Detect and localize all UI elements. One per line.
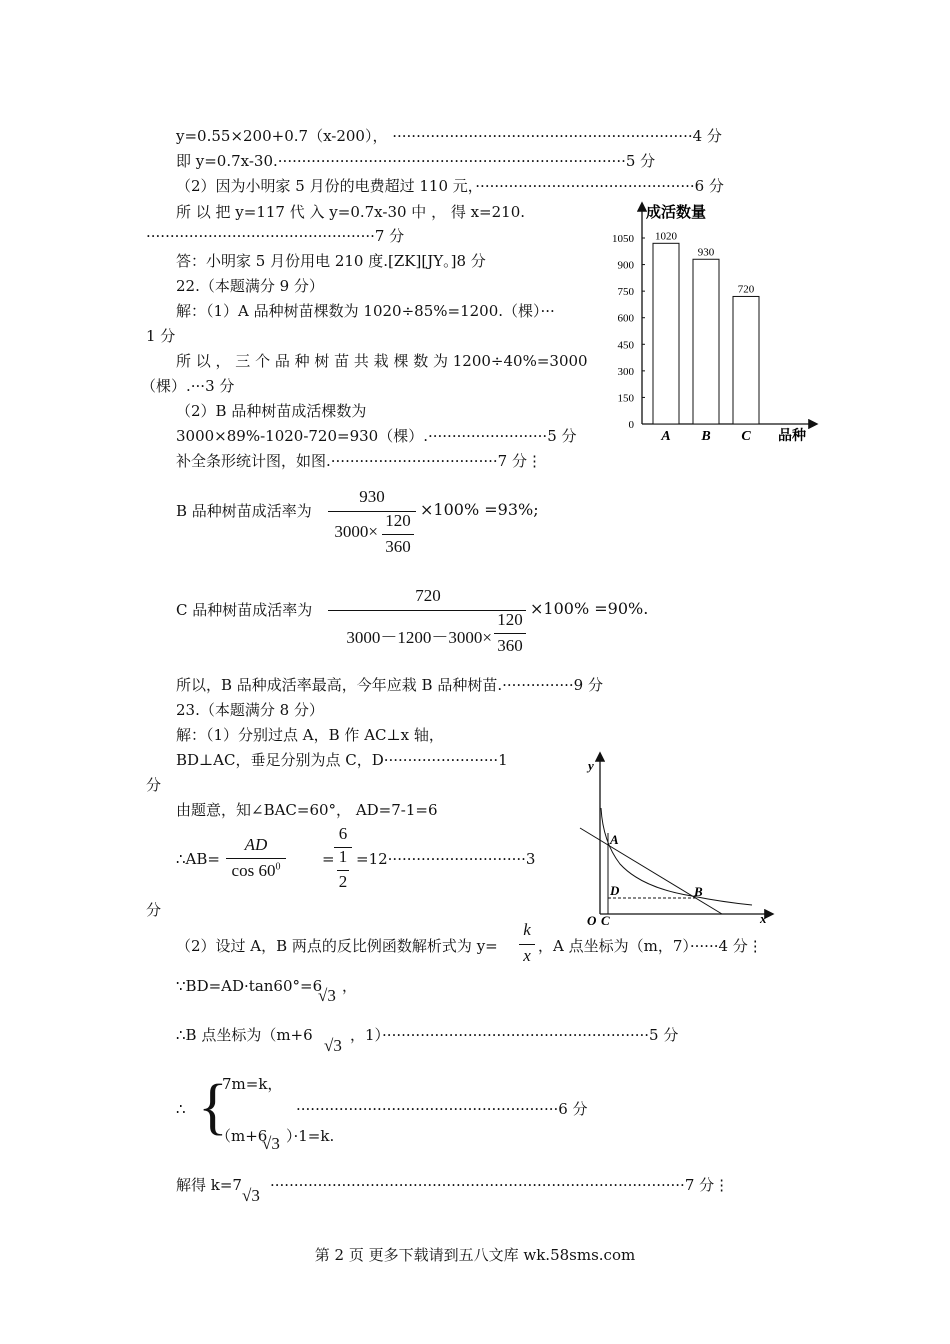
chart-title: 成活数量 (646, 205, 707, 221)
line-22: 由题意，知∠BAC=60°， AD=7-1=6 (176, 801, 438, 819)
b-rate-result: ×100% =93%; (420, 500, 539, 519)
system-eq-1: 7m=k， (222, 1075, 283, 1093)
ab-label: ∴AB= (176, 850, 220, 868)
six-numerator: 6 (338, 824, 348, 843)
y-tick-label: 600 (617, 312, 634, 325)
y-tick-label: 150 (617, 392, 634, 405)
line-26: ∵BD=AD·tan60°=6 (176, 977, 323, 995)
c-rate-denominator: 3000－1200－3000× (346, 628, 492, 647)
y-tick-label: 450 (617, 339, 634, 352)
line-11: （棵）.···3 分 (141, 377, 235, 395)
half-numerator: 1 (338, 847, 348, 866)
survival-bar-chart (606, 196, 850, 452)
line-9: 1 分 (146, 327, 176, 345)
y-tick-label: 750 (617, 286, 634, 299)
b-rate-numerator: 930 (359, 487, 385, 506)
line-7: 22.（本题满分 9 分） (176, 277, 324, 295)
x-category-label: C (741, 429, 751, 444)
ab-fraction-bar (226, 858, 286, 859)
line-24: 分 (146, 901, 162, 919)
therefore-sign: ∴ (176, 1100, 186, 1118)
function-graph (572, 748, 782, 926)
bar-C (733, 296, 759, 424)
system-eq-2-b: ）·1=k. (286, 1127, 335, 1145)
bar-B (693, 259, 719, 424)
x-category-label: A (661, 429, 671, 444)
line-29-tail: ·······················································································7 分⋮ (270, 1176, 730, 1194)
line-25-label: （2）设过 A，B 两点的反比例函数解析式为 y= (176, 937, 498, 955)
page-footer: 第 2 页 更多下载请到五八文库 wk.58sms.com (314, 1246, 636, 1264)
b-rate-label: B 品种树苗成活率为 (176, 502, 312, 520)
ab-denominator: $\cos 60^0$ (231, 861, 281, 880)
line-10: 所 以 ， 三 个 品 种 树 苗 共 栽 棵 数 为 1200÷40%=3000 (176, 352, 588, 370)
c-rate-result: ×100% =90%. (530, 599, 649, 618)
line-18: 23.（本题满分 8 分） (176, 701, 324, 719)
graph-a-label: A (610, 832, 619, 847)
line-13: 3000×89%-1020-720=930（棵）.·························5 分 (176, 427, 577, 445)
line-27-tail: ，1）························································5 分 (350, 1026, 679, 1044)
ab-result: =12·····························3 (356, 850, 536, 868)
system-eq-2-a: （m+6 (216, 1127, 268, 1145)
line-ab (580, 828, 722, 914)
half-bar (337, 870, 349, 871)
c-rate-label: C 品种树苗成活率为 (176, 601, 313, 619)
half-denominator: 2 (338, 872, 348, 891)
sqrt3-b: √3 (324, 1036, 342, 1055)
b-rate-sub-den: 360 (385, 537, 411, 556)
k-numerator: k (523, 920, 531, 939)
y-tick-label: 1050 (612, 233, 634, 245)
line-14: 补全条形统计图，如图.···································7 分⋮ (176, 452, 542, 470)
bar-value-label: 720 (737, 283, 755, 296)
x-category-label: B (701, 429, 711, 444)
line-19: 解：（1）分别过点 A，B 作 AC⊥x 轴， (176, 726, 444, 744)
ab-equals: = (322, 850, 335, 868)
c-rate-sub-num: 120 (497, 610, 523, 629)
system-brace: { (198, 1073, 228, 1141)
line-29: 解得 k=7 (176, 1176, 242, 1194)
graph-d-label: D (610, 883, 620, 898)
y-tick-label: 900 (617, 259, 634, 272)
sqrt3-d: √3 (242, 1186, 260, 1205)
line-20: BD⊥AC，垂足分别为点 C，D························1 (176, 751, 508, 769)
line-17: 所以，B 品种成活率最高，今年应栽 B 品种树苗.···············9 分 (176, 676, 603, 694)
line-8: 解：（1）A 品种树苗棵数为 1020÷85%=1200.（棵）··· (176, 302, 555, 320)
b-rate-denominator: 3000× (334, 522, 378, 541)
line-25-tail: ，A 点坐标为（m，7）······4 分⋮ (538, 937, 763, 955)
ab-numerator: AD (244, 835, 268, 854)
sqrt3-c: √3 (262, 1134, 280, 1153)
c-rate-sub-den: 360 (497, 636, 523, 655)
line-5: ················································7 分 (146, 227, 405, 245)
line-4: 所 以 把 y=117 代 入 y=0.7x-30 中 ， 得 x=210. (176, 203, 526, 221)
hyperbola-curve (601, 808, 752, 905)
graph-y-label: y (588, 758, 594, 773)
line-2: 即 y=0.7x-30.·········································································5 分 (176, 152, 656, 170)
graph-c-label: C (601, 913, 610, 926)
bar-value-label: 930 (697, 246, 715, 259)
graph-o-label: O (587, 913, 597, 926)
graph-x-label: x (760, 911, 767, 926)
graph-b-label: B (694, 884, 703, 899)
c-rate-sub-bar (494, 633, 526, 634)
bar-A (653, 243, 679, 424)
line-1: y=0.55×200+0.7（x-200）， ·······························································4 分 (176, 127, 722, 145)
b-rate-sub-bar (382, 534, 414, 535)
line-26-tail: ， (342, 977, 358, 995)
system-score: ·······················································6 分 (296, 1100, 588, 1118)
c-rate-numerator: 720 (415, 586, 441, 605)
bar-value-label: 1020 (655, 230, 677, 243)
sqrt3-a: √3 (318, 986, 336, 1005)
line-3: （2）因为小明家 5 月份的电费超过 110 元，··············································6 分 (176, 177, 724, 195)
line-21: 分 (146, 776, 162, 794)
y-tick-label: 300 (617, 365, 634, 378)
chart-x-label: 品种 (778, 429, 806, 444)
k-bar (519, 944, 535, 945)
line-12: （2）B 品种树苗成活棵数为 (176, 402, 367, 420)
line-6: 答：小明家 5 月份用电 210 度.[ZK][JY。]8 分 (176, 252, 486, 270)
k-denominator: x (523, 946, 531, 965)
y-tick-label: 0 (628, 419, 634, 431)
b-rate-sub-num: 120 (385, 511, 411, 530)
line-27: ∴B 点坐标为（m+6 (176, 1026, 313, 1044)
